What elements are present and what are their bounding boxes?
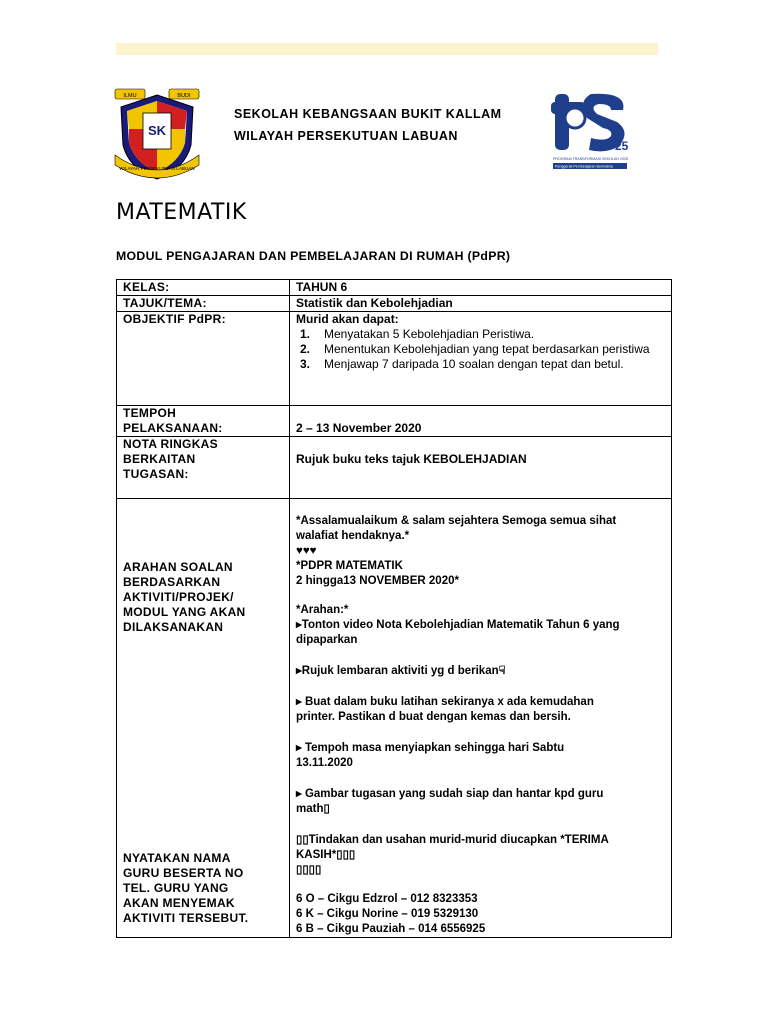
arahan-label-line: AKTIVITI/PROJEK/ [123,590,234,604]
teacher-contact: 6 O – Cikgu Edzrol – 012 8323353 [296,893,478,905]
crest-letters: SK [147,123,167,138]
msg-line: ▯▯▯▯ [296,864,322,876]
school-header [234,103,502,147]
tajuk-value: Statistik dan Kebolehjadian [290,296,672,312]
pdpr-table [116,279,672,938]
arahan-label-line: BERDASARKAN [123,575,221,589]
msg-line: ▸ Tempoh masa menyiapkan sehingga hari Sabtu [296,742,565,754]
msg-line: walafiat hendaknya.* [296,530,410,542]
teacher-contact: 6 B – Cikgu Pauziah – 014 6556925 [296,923,486,935]
arahan-label-cell [117,499,290,938]
nota-label-line: BERKAITAN [123,452,196,466]
nyatakan-label-line: AKTIVITI TERSEBUT. [123,911,249,925]
kelas-value: TAHUN 6 [290,280,672,296]
crest-banner-left: ILMU [123,93,137,99]
crest-banner-right: BUDI [177,93,191,99]
objective-number: 1. [300,327,311,341]
msg-line: ▸ Gambar tugasan yang sudah siap dan hantar kpd guru [296,788,604,800]
objektif-label: OBJEKTIF PdPR: [117,312,290,406]
crest-bottom-text: WILAYAH PERSEKUTUAN LABUAN [119,166,195,171]
objektif-cell [290,312,672,406]
msg-line: ▯▯Tindakan dan usahan murid-murid diucapkan *TERIMA [296,834,609,846]
msg-line: ▸ Buat dalam buku latihan sekiranya x ada kemudahan [296,696,594,708]
table-row-nota [117,437,672,499]
tempoh-label-line: PELAKSANAAN: [123,421,223,435]
msg-line: 13.11.2020 [296,757,353,769]
subject-title: MATEMATIK [116,200,247,225]
objective-text: Menjawap 7 daripada 10 soalan dengan tepat dan betul. [324,357,624,371]
nota-label [117,437,290,499]
school-region: WILAYAH PERSEKUTUAN LABUAN [234,129,458,143]
module-title: MODUL PENGAJARAN DAN PEMBELAJARAN DI RUMAH (PdPR) [116,249,511,263]
arahan-label [123,560,246,635]
nyatakan-label-line: GURU BESERTA NO [123,866,244,880]
msg-line: math▯ [296,803,330,815]
msg-line: dipaparkan [296,634,358,646]
msg-line: 2 hingga13 NOVEMBER 2020* [296,575,459,587]
table-row-tempoh [117,406,672,437]
tajuk-label: TAJUK/TEMA: [117,296,290,312]
msg-line: ▸Rujuk lembaran aktiviti yg d berikan☟ [296,665,506,677]
nyatakan-label-line: NYATAKAN NAMA [123,851,231,865]
table-row-arahan [117,499,672,938]
school-crest-logo [113,85,201,183]
nyatakan-label [123,851,248,926]
objective-number: 3. [300,357,311,371]
header-highlight-bar [116,43,658,55]
nyatakan-label-line: AKAN MENYEMAK [123,896,235,910]
arahan-label-line: DILAKSANAKAN [123,620,224,634]
msg-line: *PDPR MATEMATIK [296,560,403,572]
objectives-list [296,327,665,372]
table-row-objektif [117,312,672,406]
tempoh-label [117,406,290,437]
arahan-label-line: ARAHAN SOALAN [123,560,233,574]
teacher-contact: 6 K – Cikgu Norine – 019 5329130 [296,908,479,920]
tempoh-label-line: TEMPOH [123,406,177,420]
arahan-label-line: MODUL YANG AKAN [123,605,246,619]
ts25-caption: PROGRAM TRANSFORMASI SEKOLAH 2025 [553,157,629,161]
msg-line: printer. Pastikan d buat dengan kemas dan bersih. [296,711,571,723]
objektif-intro: Murid akan dapat: [296,312,399,326]
table-row-tajuk [117,296,672,312]
nyatakan-label-line: TEL. GURU YANG [123,881,229,895]
list-item [300,357,665,372]
objective-number: 2. [300,342,311,356]
nota-label-line: NOTA RINGKAS [123,437,218,451]
list-item [300,342,665,357]
kelas-label: KELAS: [117,280,290,296]
nota-value: Rujuk buku teks tajuk KEBOLEHJADIAN [290,437,672,499]
objective-text: Menentukan Kebolehjadian yang tepat berdasarkan peristiwa [324,342,650,356]
ts25-number: 25 [615,139,629,153]
table-row-kelas [117,280,672,296]
arahan-message [290,499,672,938]
list-item [300,327,665,342]
msg-line: KASIH*▯▯▯ [296,849,356,861]
msg-line: ▸Tonton video Nota Kebolehjadian Matematik Tahun 6 yang [296,619,620,631]
ts25-logo [551,88,631,172]
nota-label-line: TUGASAN: [123,467,189,481]
ts25-tagline: Penggerak Pembelajaran Bermakna [555,164,613,169]
msg-line: *Arahan:* [296,604,349,616]
objective-text: Menyatakan 5 Kebolehjadian Peristiwa. [324,327,535,341]
school-name: SEKOLAH KEBANGSAAN BUKIT KALLAM [234,107,502,121]
tempoh-value: 2 – 13 November 2020 [290,406,672,437]
msg-line: *Assalamualaikum & salam sejahtera Semoga semua sihat [296,515,617,527]
hearts-line: ♥♥♥ [296,545,317,557]
